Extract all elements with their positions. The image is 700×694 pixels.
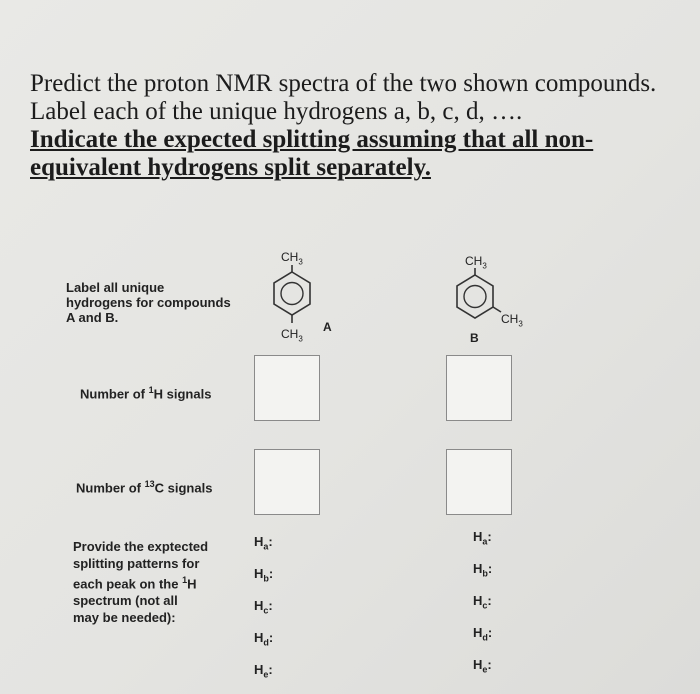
compound-a-hb-label: $H_b$:	[254, 566, 274, 584]
compound-b-h-signals-box[interactable]	[446, 355, 512, 421]
label-unique-line-2: hydrogens for compounds	[66, 295, 231, 310]
compound-a-top-ch3: $CH_3$	[281, 250, 303, 267]
compound-b-c-signals-box[interactable]	[446, 449, 512, 515]
question-bold-line-2: equivalent hydrogens split separately.	[30, 154, 431, 181]
compound-a-hd-label: $H_d$:	[254, 630, 274, 648]
split-line-1: Provide the exptected	[73, 539, 209, 554]
label-unique-line-3: A and B.	[66, 310, 119, 325]
compound-a-label: A	[323, 320, 332, 334]
label-unique-line-1: Label all unique	[66, 280, 165, 295]
question-line-1: Predict the proton NMR spectra of the two shown compounds.	[30, 70, 657, 97]
compound-a-bottom-ch3: $CH_3$	[281, 327, 303, 344]
question-text	[30, 70, 680, 182]
question-line-2: Label each of the unique hydrogens a, b, c, d, ….	[30, 98, 523, 125]
label-h-signals: Number of $^1$H signals	[80, 385, 212, 402]
compound-a-c-signals-box[interactable]	[254, 449, 320, 515]
compound-a-hc-label: $H_c$:	[254, 598, 273, 616]
label-unique-hydrogens	[66, 280, 231, 325]
compound-a-he-label: $H_e$:	[254, 662, 273, 680]
compound-a-h-signals-box[interactable]	[254, 355, 320, 421]
split-line-4: spectrum (not all	[73, 593, 178, 609]
split-line-2: splitting patterns for	[73, 556, 200, 571]
compound-b-side-ch3: $CH_3$	[501, 312, 523, 329]
compound-b-he-label: $H_e$:	[473, 657, 492, 675]
compound-b-hd-label: $H_d$:	[473, 625, 493, 643]
question-bold-line-1: Indicate the expected splitting assuming that all non-	[30, 126, 594, 153]
compound-b-hb-label: $H_b$:	[473, 561, 493, 579]
label-c-signals: Number of $^{13}$C signals	[76, 479, 213, 496]
label-splitting-patterns	[73, 538, 208, 626]
compound-b-label: B	[470, 331, 479, 345]
compound-b-hc-label: $H_c$:	[473, 593, 492, 611]
compound-b-ha-label: $H_a$:	[473, 529, 492, 547]
compound-b-top-ch3: $CH_3$	[465, 254, 487, 271]
split-line-5: may be needed):	[73, 610, 176, 626]
compound-a-ha-label: $H_a$:	[254, 534, 273, 552]
split-line-3: each peak on the $^1$H	[73, 575, 197, 592]
compound-a-ring	[262, 265, 322, 327]
